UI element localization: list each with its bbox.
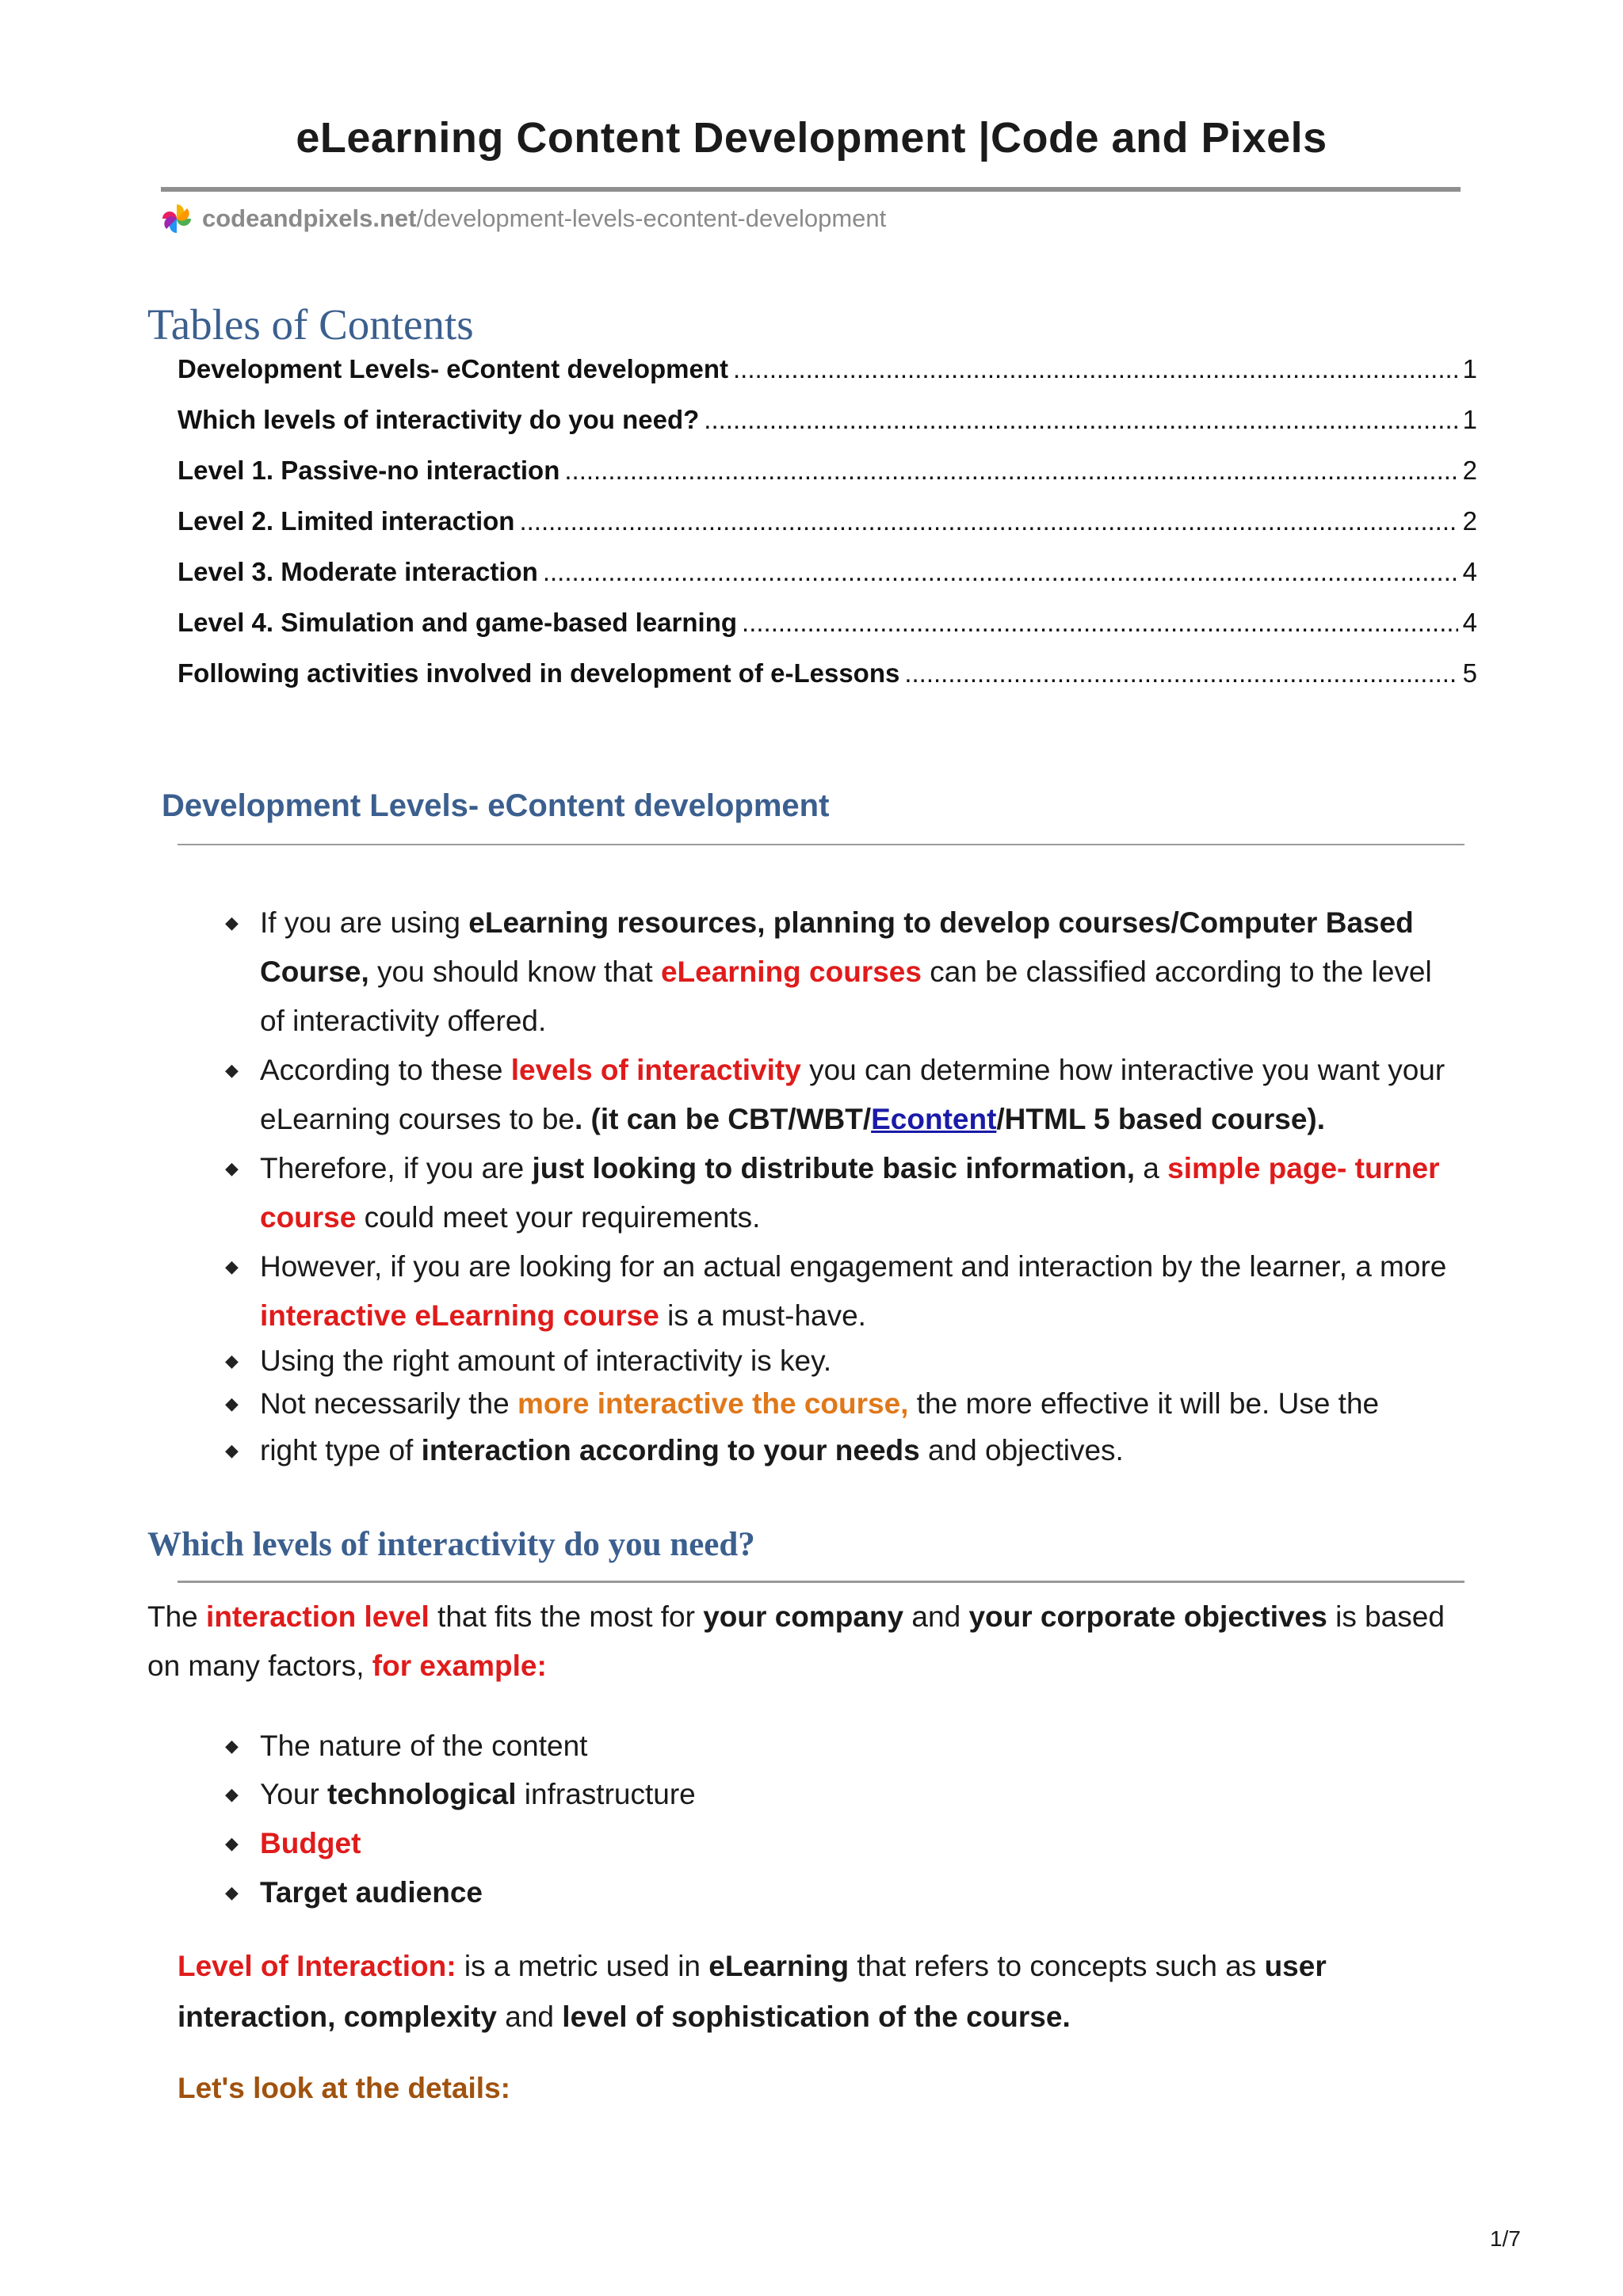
toc-leader	[564, 456, 1457, 486]
intro-paragraph: The interaction level that fits the most for your company and your corporate objectives is based on many factors, for example:	[147, 1600, 1445, 1682]
toc-entry[interactable]	[178, 608, 1477, 658]
toc-entry[interactable]	[178, 557, 1477, 608]
section-heading-interactivity-levels: Which levels of interactivity do you need?	[147, 1526, 755, 1563]
section-heading-development-levels: Development Levels- eContent development	[162, 788, 830, 823]
diamond-bullet-icon: ◆	[225, 1060, 239, 1080]
toc-entry[interactable]	[178, 354, 1477, 405]
list-item: ◆ Budget	[260, 1819, 1369, 1868]
diamond-bullet-icon: ◆	[225, 1351, 239, 1371]
list-item: ◆ According to these levels of interactivity you can determine how interactive you want your eLearning courses to be. (it can be CBT/WBT/Econtent/HTML 5 based course).	[260, 1046, 1449, 1144]
section-divider	[178, 844, 1465, 845]
toc-entry-label: Which levels of interactivity do you need?	[178, 405, 700, 434]
toc-entry-page: 5	[1462, 658, 1477, 688]
source-url[interactable]	[161, 203, 886, 235]
diamond-bullet-icon: ◆	[225, 1158, 239, 1178]
diamond-bullet-icon: ◆	[225, 1394, 239, 1413]
toc-entry-label: Level 2. Limited interaction	[178, 506, 515, 536]
toc-entry[interactable]	[178, 405, 1477, 456]
toc-leader	[543, 557, 1458, 587]
diamond-bullet-icon: ◆	[225, 1784, 239, 1804]
diamond-bullet-icon: ◆	[225, 1833, 239, 1853]
toc-entry-page: 4	[1462, 557, 1477, 586]
toc-entry-label: Following activities involved in development of e-Lessons	[178, 658, 900, 688]
toc-entry[interactable]	[178, 658, 1477, 709]
diamond-bullet-icon: ◆	[225, 1736, 239, 1756]
diamond-bullet-icon: ◆	[225, 1882, 239, 1902]
section-divider	[178, 1581, 1465, 1583]
diamond-bullet-icon: ◆	[225, 1257, 239, 1276]
bullet-list-factors	[225, 1722, 1369, 1917]
list-item: ◆ Not necessarily the more interactive the course, the more effective it will be. Use the	[260, 1382, 1449, 1426]
toc-entry-label: Level 4. Simulation and game-based learning	[178, 608, 738, 637]
list-item: ◆ However, if you are looking for an actual engagement and interaction by the learner, a more interactive eLearning course is a must-have.	[260, 1242, 1449, 1341]
table-of-contents	[178, 354, 1477, 709]
bullet-list-development-levels	[225, 898, 1449, 1475]
toc-entry-label: Level 3. Moderate interaction	[178, 557, 538, 586]
url-domain: codeandpixels.net	[202, 204, 417, 232]
list-item: ◆ right type of interaction according to your needs and objectives.	[260, 1426, 1449, 1475]
toc-leader	[742, 608, 1458, 638]
toc-entry[interactable]	[178, 456, 1477, 506]
list-item: ◆ The nature of the content	[260, 1722, 1369, 1770]
econtent-link[interactable]: Econtent	[871, 1103, 997, 1135]
toc-entry-label: Level 1. Passive-no interaction	[178, 456, 560, 485]
toc-entry-page: 1	[1462, 405, 1477, 434]
toc-leader	[519, 506, 1457, 536]
toc-leader	[704, 405, 1457, 435]
toc-entry[interactable]	[178, 506, 1477, 557]
toc-entry-page: 4	[1462, 608, 1477, 637]
title-divider	[161, 187, 1461, 192]
list-item: ◆ Your technological infrastructure	[260, 1770, 1369, 1819]
document-title: eLearning Content Development |Code and Pixels	[296, 114, 1327, 162]
details-lead-in: Let's look at the details:	[178, 2072, 510, 2104]
diamond-bullet-icon: ◆	[225, 913, 239, 933]
toc-leader	[733, 354, 1458, 384]
toc-title: Tables of Contents	[147, 300, 474, 349]
list-item: ◆ Using the right amount of interactivity is key.	[260, 1341, 1449, 1382]
url-path: /development-levels-econtent-development	[416, 204, 887, 232]
toc-entry-page: 2	[1462, 456, 1477, 485]
toc-leader	[904, 658, 1457, 688]
list-item: ◆ If you are using eLearning resources, planning to develop courses/Computer Based Course, you should know that eLearning courses can be classified according to the level of interactivity offered.	[260, 898, 1449, 1046]
pinwheel-logo-icon	[161, 203, 193, 235]
diamond-bullet-icon: ◆	[225, 1440, 239, 1460]
list-item: ◆ Target audience	[260, 1868, 1369, 1917]
page-number: 1/7	[1490, 2226, 1521, 2251]
toc-entry-page: 2	[1462, 506, 1477, 536]
definition-paragraph: Level of Interaction: is a metric used in eLearning that refers to concepts such as user interaction, complexity and level of sophistication of the course.	[178, 1950, 1327, 2033]
toc-entry-page: 1	[1462, 354, 1477, 383]
list-item: ◆ Therefore, if you are just looking to distribute basic information, a simple page- turner course could meet your requirements.	[260, 1144, 1449, 1242]
toc-entry-label: Development Levels- eContent development	[178, 354, 728, 383]
